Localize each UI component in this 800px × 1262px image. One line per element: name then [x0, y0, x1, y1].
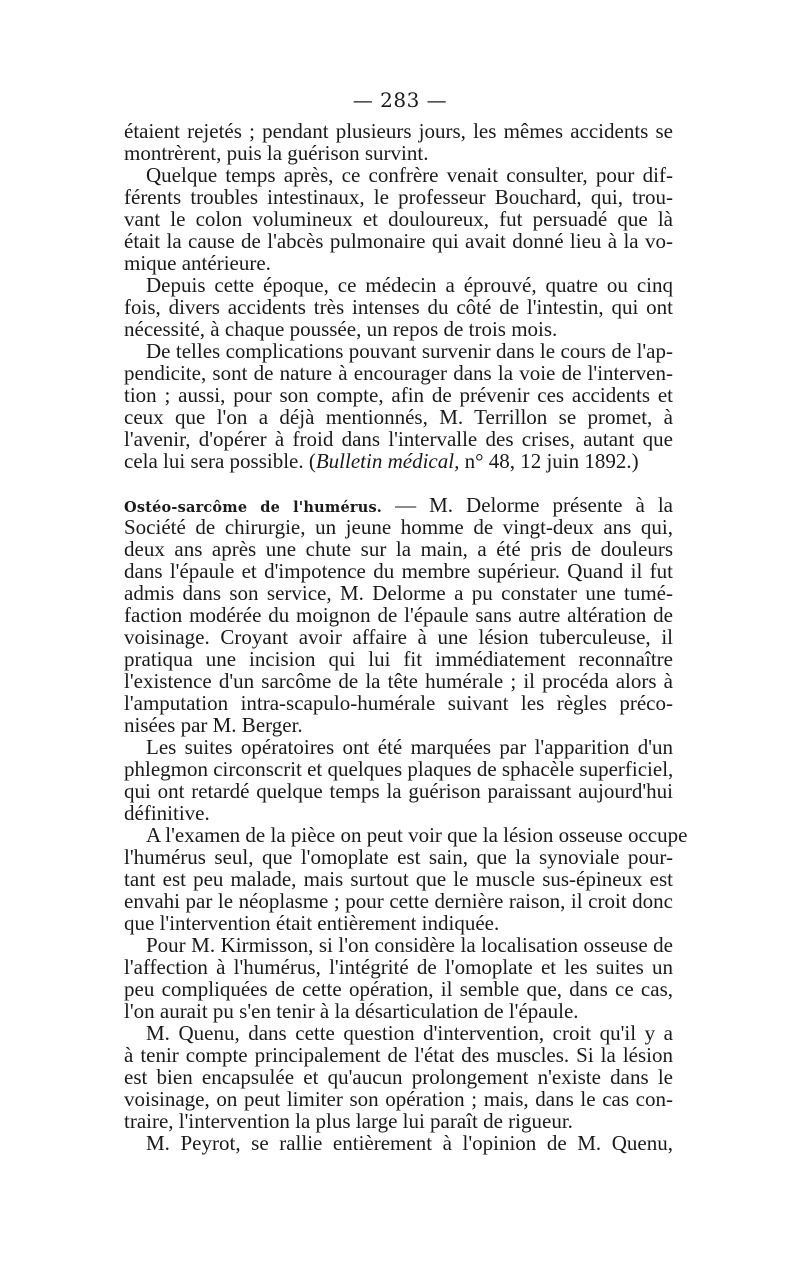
section-heading-line [124, 494, 673, 516]
text-line: dans l'épaule et d'impotence du membre supérieur. Quand il fut [124, 559, 673, 583]
text-line: De telles complications pouvant survenir dans le cours de l'ap- [146, 339, 673, 363]
text-line: était la cause de l'abcès pulmonaire qui avait donné lieu à la vo- [124, 229, 673, 253]
text-line: voisinage. Croyant avoir affaire à une lésion tuberculeuse, il [124, 625, 673, 649]
heading-continuation: — M. Delorme présente à la [382, 493, 673, 517]
text-line: phlegmon circonscrit et quelques plaques de sphacèle superficiel, [124, 757, 674, 781]
text-line: Depuis cette époque, ce médecin a éprouvé, quatre ou cinq [146, 273, 673, 297]
paragraph [124, 823, 688, 935]
text-line: est bien encapsulée et qu'aucun prolongement n'existe dans le [124, 1065, 673, 1089]
text-line: mique antérieure. [124, 251, 271, 275]
text-line: A l'examen de la pièce on peut voir que la lésion osseuse occupe [146, 823, 688, 847]
text-line: tion ; aussi, pour son compte, afin de prévenir ces accidents et [124, 383, 673, 407]
paragraph [124, 1022, 673, 1132]
text-line: l'existence d'un sarcôme de la tête humérale ; il procéda alors à [124, 669, 673, 693]
text-line: peu compliquées de cette opération, il semble que, dans ce cas, [124, 977, 673, 1001]
text-line: Pour M. Kirmisson, si l'on considère la localisation osseuse de [146, 933, 673, 957]
text-line: l'on aurait pu s'en tenir à la désarticulation de l'épaule. [124, 999, 579, 1023]
text-line: l'affection à l'humérus, l'intégrité de l'omoplate et les suites un [124, 955, 673, 979]
text-line: tant est peu malade, mais surtout que le muscle sus-épineux est [124, 867, 673, 891]
text-line: à tenir compte principalement de l'état des muscles. Si la lésion [124, 1043, 673, 1067]
text-line: pendicite, sont de nature à encourager dans la voie de l'interven- [124, 361, 673, 385]
paragraph [124, 164, 673, 274]
text-line: qui ont retardé quelque temps la guérison paraissant aujourd'hui [124, 779, 673, 803]
text-line: ceux que l'on a déjà mentionnés, M. Terrillon se promet, à [124, 405, 673, 429]
text-line: admis dans son service, M. Delorme a pu constater une tumé- [124, 581, 673, 605]
citation-line [124, 450, 673, 472]
paragraph [124, 274, 673, 340]
text-line: pratiqua une incision qui lui fit immédiatement reconnaître [124, 647, 673, 671]
text-line: définitive. [124, 801, 210, 825]
text-line: que l'intervention était entièrement indiquée. [124, 911, 500, 935]
text-line: nisées par M. Berger. [124, 713, 303, 737]
text-line: traire, l'intervention la plus large lui paraît de rigueur. [124, 1109, 573, 1133]
text-line: étaient rejetés ; pendant plusieurs jours, les mêmes accidents se [124, 119, 673, 143]
citation-journal: Bulletin médical, [315, 449, 460, 473]
text-line: voisinage, on peut limiter son opération ; mais, dans le cas con- [124, 1087, 673, 1111]
text-line: l'amputation intra-scapulo-humérale suivant les règles préco- [124, 691, 673, 715]
text-line: envahi par le néoplasme ; pour cette dernière raison, il croit donc [124, 889, 673, 913]
paragraph [124, 494, 673, 736]
body-text [124, 119, 688, 1155]
citation-prefix: cela lui sera possible. ( [124, 449, 316, 473]
text-line: nécessité, à chaque poussée, un repos de trois mois. [124, 317, 558, 341]
text-line: vant le colon volumineux et douloureux, fut persuadé que là [124, 207, 673, 231]
paragraph [124, 1132, 673, 1154]
text-line: fois, divers accidents très intenses du côté de l'intestin, qui ont [124, 295, 673, 319]
text-line: férents troubles intestinaux, le professeur Bouchard, qui, trou- [124, 185, 673, 209]
text-line: l'avenir, d'opérer à froid dans l'intervalle des crises, autant que [124, 427, 673, 451]
paragraph [124, 934, 673, 1022]
paragraph [124, 340, 673, 472]
text-line: l'humérus seul, que l'omoplate est sain, que la synoviale pour- [124, 845, 673, 869]
text-line: faction modérée du moignon de l'épaule sans autre altération de [124, 603, 673, 627]
paragraph [124, 120, 673, 164]
text-line: Quelque temps après, ce confrère venait consulter, pour dif- [146, 163, 673, 187]
section-heading: Ostéo-sarcôme de l'humérus. [124, 499, 383, 516]
text-line: Les suites opératoires ont été marquées par l'apparition d'un [146, 735, 673, 759]
text-line: M. Peyrot, se rallie entièrement à l'opinion de M. Quenu, [146, 1131, 673, 1155]
text-line: deux ans après une chute sur la main, a été pris de douleurs [124, 537, 673, 561]
text-line: montrèrent, puis la guérison survint. [124, 141, 429, 165]
page-number: — 283 — [352, 88, 448, 112]
citation-suffix: n° 48, 12 juin 1892.) [459, 449, 639, 473]
section-gap [124, 472, 673, 494]
text-line: Société de chirurgie, un jeune homme de vingt-deux ans qui, [124, 515, 673, 539]
paragraph [124, 736, 673, 824]
text-line: M. Quenu, dans cette question d'intervention, croit qu'il y a [146, 1021, 673, 1045]
